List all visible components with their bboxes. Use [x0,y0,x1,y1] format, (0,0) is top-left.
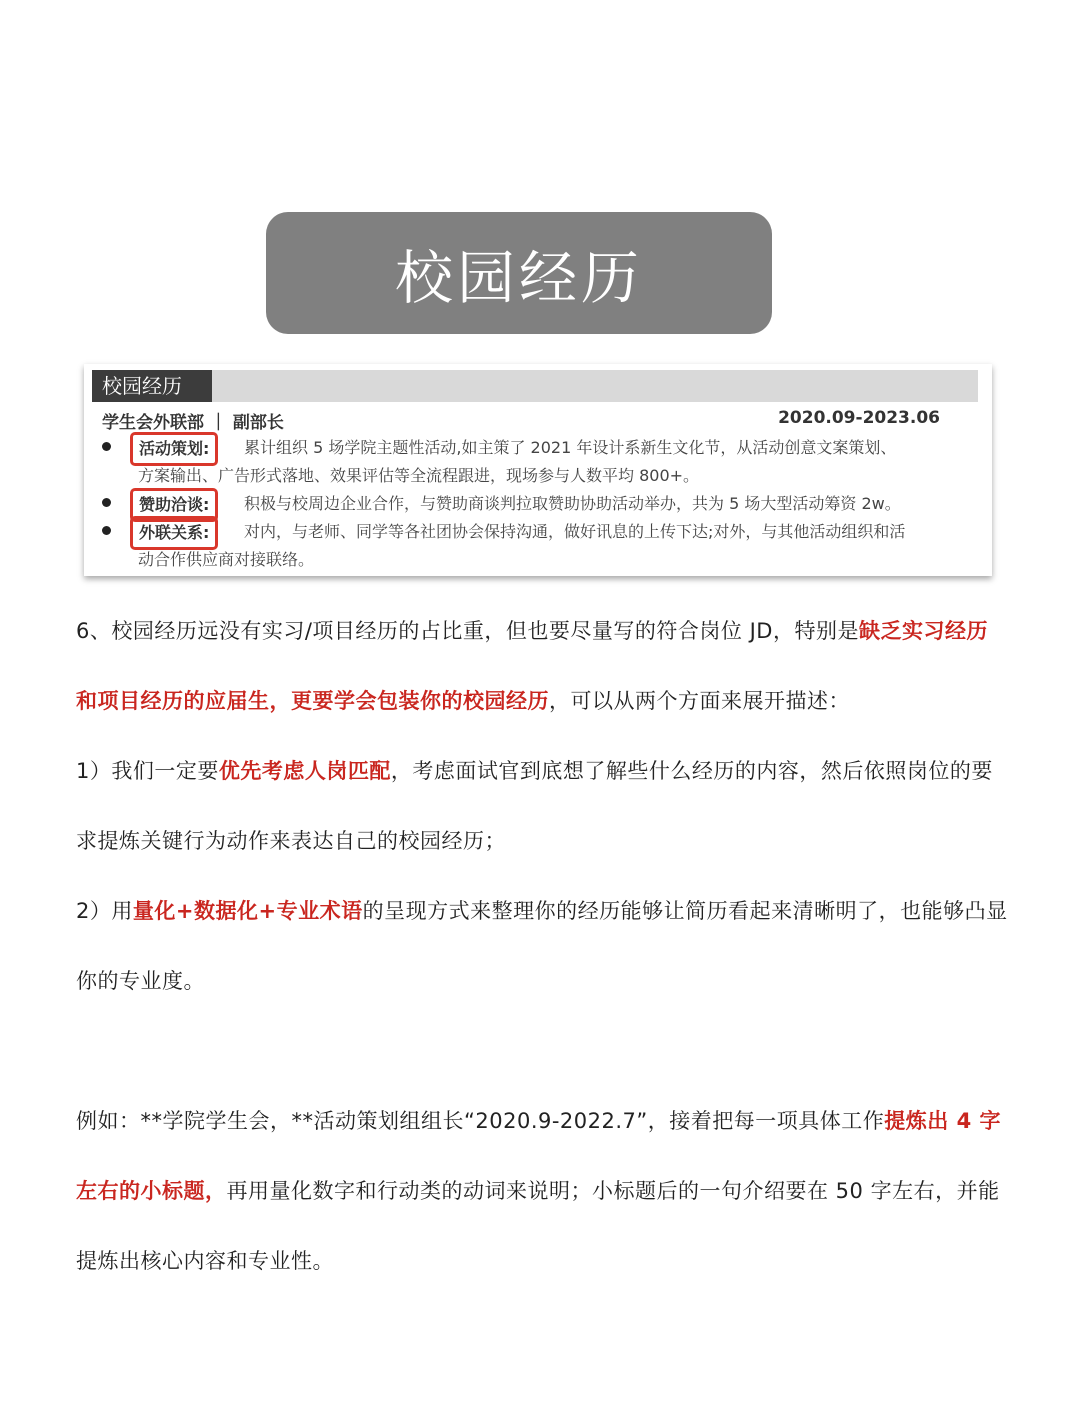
bullet-text: 积极与校周边企业合作，与赞助商谈判拉取赞助协助活动举办，共为 5 场大型活动筹资 2w。 [244,494,901,513]
paragraph-text: 的呈现方式来整理你的经历能够让简历看起来清晰明了，也能够凸显你的专业度。 [76,899,1008,993]
paragraph-point-1 [76,736,1008,876]
bullet-tag: 外联关系: [130,516,218,550]
resume-header-bar [92,370,978,402]
bullet-tag: 赞助洽谈: [130,488,218,522]
bullet-dot-icon [102,442,111,451]
paragraph-intro [76,596,1008,736]
paragraph-highlight: 量化+数据化+专业术语 [132,899,363,923]
bullet-tag: 活动策划: [130,432,218,466]
paragraph-highlight: 优先考虑人岗匹配 [218,759,391,783]
resume-org: 学生会外联部 ｜ 副部长 [102,413,284,433]
resume-org-line [102,408,940,433]
bullet-dot-icon [102,526,111,535]
page-title: 校园经历 [394,244,643,312]
paragraph-text: 1）我们一定要 [76,759,219,783]
bullet-dot-icon [102,498,111,507]
resume-bullet [102,516,962,576]
bullet-text: 对内，与老师、同学等各社团协会保持沟通，做好讯息的上传下达;对外，与其他活动组织和活 [244,522,906,541]
paragraph-point-2 [76,876,1008,1016]
title-banner [266,212,772,334]
resume-section-label: 校园经历 [92,370,212,402]
resume-date: 2020.09-2023.06 [778,408,940,428]
paragraph-text: ，考虑面试官到底想了解些什么经历的内容，然后依照岗位的要求提炼关键行为动作来表达自己的校园经历； [76,759,993,853]
paragraph-text: 例如：**学院学生会，**活动策划组组长“2020.9-2022.7”，接着把每一项具体工作 [76,1109,885,1133]
resume-bullet [102,488,962,518]
bullet-text-cont: 动合作供应商对接联络。 [138,550,315,569]
paragraph-highlight: 提炼出 4 字左右的小标题， [76,1109,1002,1203]
paragraph-text: 2）用 [76,899,133,923]
resume-bullet [102,432,962,492]
paragraph-text: 再用量化数字和行动类的动词来说明；小标题后的一句介绍要在 50 字左右，并能提炼出核心内容和专业性。 [76,1179,1000,1273]
paragraph-highlight: 缺乏实习经历和项目经历的应届生，更要学会包装你的校园经历 [76,619,988,713]
paragraph-text: ，可以从两个方面来展开描述： [549,689,850,713]
paragraph-example [76,1086,1008,1296]
paragraph-text: 6、校园经历远没有实习/项目经历的占比重，但也要尽量写的符合岗位 JD，特别是 [76,619,859,643]
bullet-text: 累计组织 5 场学院主题性活动,如主策了 2021 年设计系新生文化节，从活动创意文案策划、 [244,438,897,457]
resume-snippet [84,364,992,576]
bullet-text-cont: 方案输出、广告形式落地、效果评估等全流程跟进，现场参与人数平均 800+。 [138,466,700,485]
